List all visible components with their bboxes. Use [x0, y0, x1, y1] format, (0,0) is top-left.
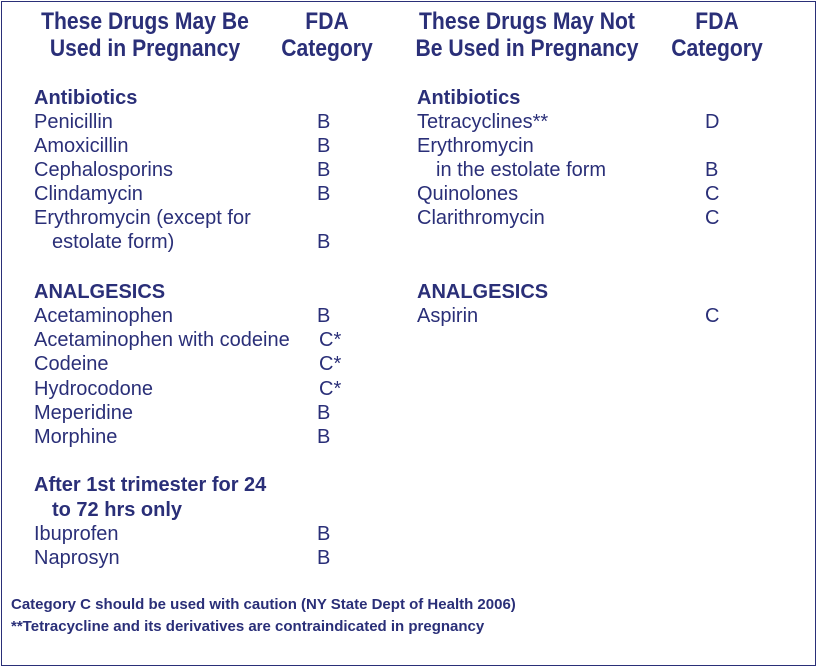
- drug-category: C*: [319, 329, 342, 351]
- drug-category: C: [705, 183, 720, 205]
- drug-name: Tetracyclines**: [417, 111, 549, 133]
- drug-category: C: [705, 305, 720, 327]
- header-line: FDA: [305, 8, 349, 35]
- header-line: These Drugs May Be: [41, 8, 249, 35]
- drug-name: Meperidine: [34, 402, 133, 424]
- drug-category: B: [317, 305, 331, 327]
- header-line: FDA: [695, 8, 739, 35]
- header-line: Category: [671, 35, 763, 62]
- footnote-tetracycline: **Tetracycline and its derivatives are contraindicated in pregnancy: [11, 618, 485, 635]
- header-line: These Drugs May Not: [419, 8, 635, 35]
- drug-name: Naprosyn: [34, 547, 120, 569]
- drug-name: Amoxicillin: [34, 135, 129, 157]
- header-line: Be Used in Pregnancy: [415, 35, 639, 62]
- drug-name: Penicillin: [34, 111, 113, 133]
- left-analgesics-title: ANALGESICS: [34, 281, 166, 303]
- right-antibiotics-title: Antibiotics: [417, 87, 521, 109]
- drug-name: estolate form): [52, 231, 175, 253]
- drug-name: Hydrocodone: [34, 378, 153, 400]
- drug-category: B: [317, 547, 331, 569]
- drug-name: Ibuprofen: [34, 523, 119, 545]
- header-line: Used in Pregnancy: [49, 35, 241, 62]
- drug-category: B: [317, 402, 331, 424]
- drug-name: Codeine: [34, 353, 109, 375]
- drug-name: Erythromycin: [417, 135, 534, 157]
- drug-category: B: [317, 426, 331, 448]
- drug-name: Cephalosporins: [34, 159, 173, 181]
- drug-name: Erythromycin (except for: [34, 207, 251, 229]
- drug-category: B: [317, 159, 331, 181]
- drug-category: B: [317, 111, 331, 133]
- drug-category: B: [317, 523, 331, 545]
- drug-name: Acetaminophen with codeine: [34, 329, 290, 351]
- after-trimester-title: After 1st trimester for 24: [34, 474, 267, 496]
- drug-name: Quinolones: [417, 183, 519, 205]
- right-analgesics-title: ANALGESICS: [417, 281, 549, 303]
- drug-name: Clarithromycin: [417, 207, 545, 229]
- drug-category: D: [705, 111, 720, 133]
- drug-category: B: [317, 183, 331, 205]
- drug-category: B: [317, 135, 331, 157]
- drug-name: in the estolate form: [436, 159, 607, 181]
- header-line: Category: [281, 35, 373, 62]
- drug-name: Aspirin: [417, 305, 479, 327]
- drug-category: B: [705, 159, 719, 181]
- drug-name: Clindamycin: [34, 183, 143, 205]
- drug-category: C*: [319, 378, 342, 400]
- header-right-drugs: [408, 8, 646, 62]
- drug-category: C: [705, 207, 720, 229]
- header-right-category: [660, 8, 774, 62]
- header-left-category: [270, 8, 384, 62]
- drug-category: B: [317, 231, 331, 253]
- drug-name: Acetaminophen: [34, 305, 173, 327]
- left-antibiotics-title: Antibiotics: [34, 87, 138, 109]
- after-trimester-title-line2: to 72 hrs only: [52, 499, 183, 521]
- footnote-category-c: Category C should be used with caution (NY State Dept of Health 2006): [11, 596, 516, 613]
- header-left-drugs: [35, 8, 255, 62]
- drug-category: C*: [319, 353, 342, 375]
- drug-name: Morphine: [34, 426, 118, 448]
